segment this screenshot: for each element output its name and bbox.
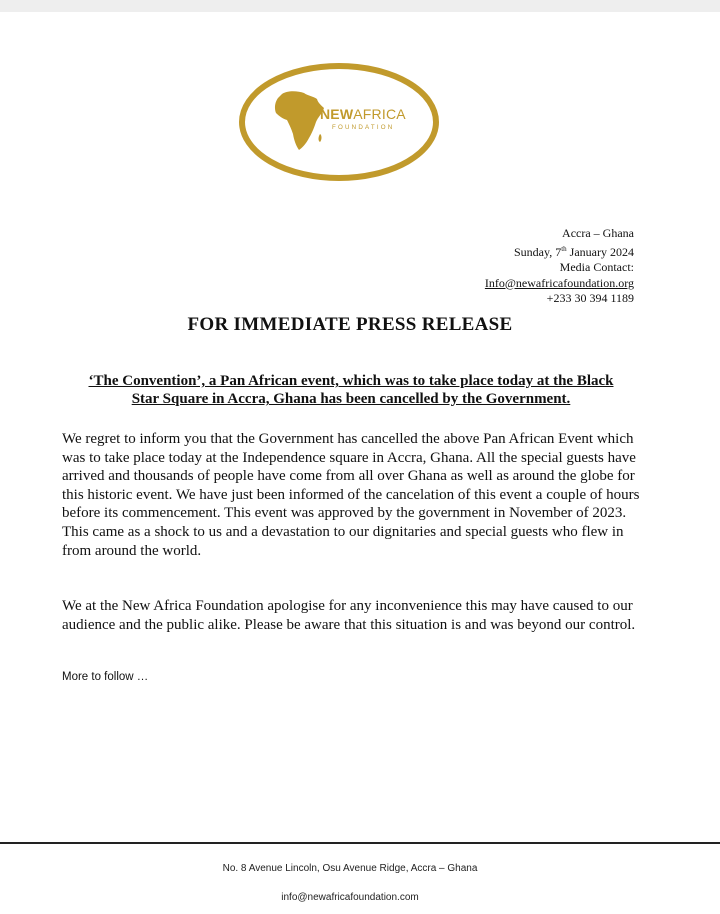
media-contact-label: Media Contact: <box>559 260 634 274</box>
logo-wordmark <box>320 106 406 122</box>
date-prefix: Sunday, 7 <box>513 244 562 259</box>
contact-email-link[interactable]: Info@newafricafoundation.org <box>484 275 634 290</box>
paragraph-2: We at the New Africa Foundation apologise for any inconvenience this may have caused to our audience and the public alike. Please be aware that this situation is and was beyond our control. <box>62 598 636 633</box>
logo-brand-bold: NEW <box>320 106 354 122</box>
logo-brand-rest: AFRICA <box>353 106 406 122</box>
date-sup: th <box>561 244 567 253</box>
contact-phone: +233 30 394 1189 <box>546 291 634 305</box>
location: Accra – Ghana <box>562 226 634 240</box>
footer-divider <box>0 842 720 844</box>
release-date <box>485 242 634 261</box>
footer-address: No. 8 Avenue Lincoln, Osu Avenue Ridge, Accra – Ghana <box>222 863 478 874</box>
contact-block <box>485 226 634 307</box>
africa-map-icon <box>275 91 324 150</box>
subheading: ‘The Convention’, a Pan African event, which was to take place today at the Black Star Square in Accra, Ghana has been cancelled by the Government. <box>88 373 614 407</box>
more-to-follow: More to follow … <box>62 671 149 683</box>
logo <box>238 62 440 182</box>
logo-ellipse <box>238 62 440 182</box>
date-suffix: January 2024 <box>566 244 634 259</box>
page-title: FOR IMMEDIATE PRESS RELEASE <box>187 314 513 335</box>
top-strip <box>0 0 720 12</box>
footer-email-link[interactable]: info@newafricafoundation.com <box>281 892 419 903</box>
paragraph-1: We regret to inform you that the Government has cancelled the above Pan African Event which was to take place today at the Independence square in Accra, Ghana. All the special guests have arrived and thousands of people have come from all over Ghana as well as around the globe for this historic event. We have just been informed of the cancelation of this event a couple of hours before its commencement. This event was approved by the government in November of 2023. This came as a shock to us and a devastation to our dignitaries and special guests who flew in from around the world. <box>62 431 640 559</box>
logo-tagline: FOUNDATION <box>332 124 395 131</box>
